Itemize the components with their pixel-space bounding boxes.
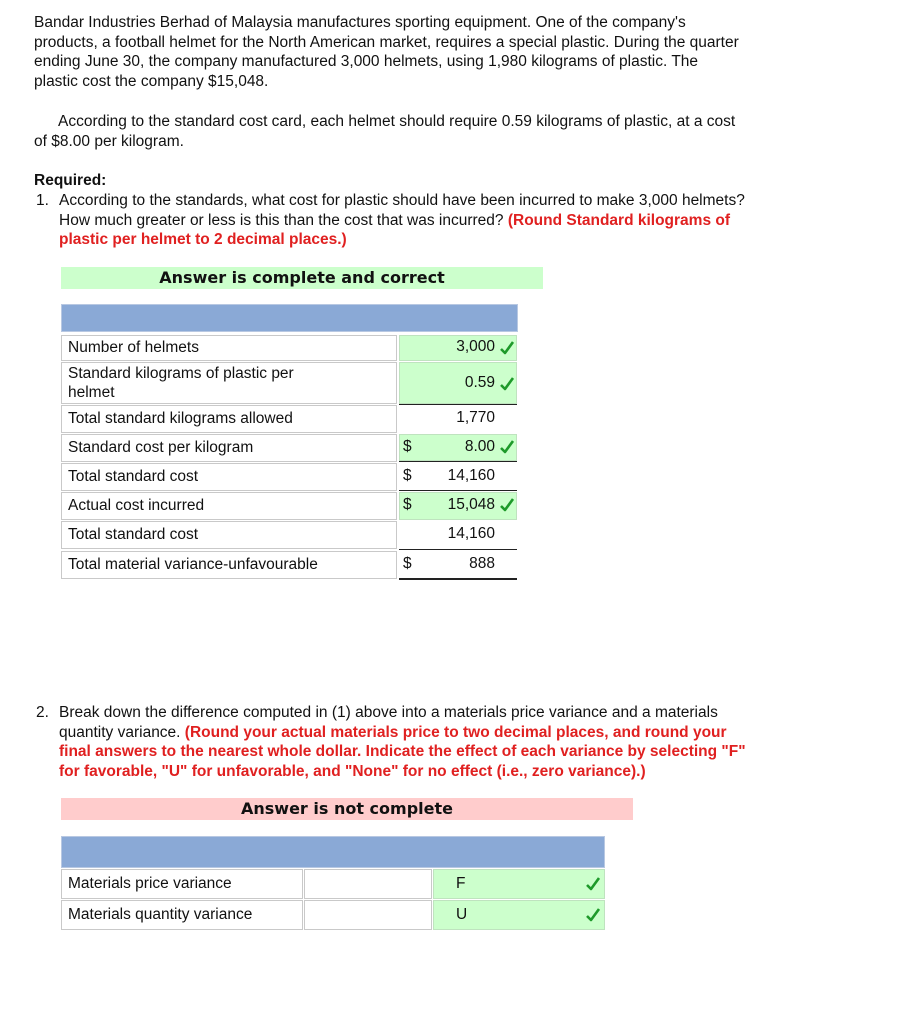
quantity-variance-effect-select[interactable]: U — [433, 900, 605, 930]
check-icon — [500, 377, 514, 391]
q1-number: 1. — [36, 192, 49, 209]
check-icon — [500, 498, 514, 512]
table2-row-label: Materials quantity variance — [61, 900, 303, 930]
dollar-sign: $ — [403, 555, 412, 572]
q2-instructions-cont: final answers to the nearest whole dollar. Indicate the effect of each variance by selecting "F" — [59, 743, 746, 760]
check-icon — [500, 440, 514, 454]
check-icon — [586, 877, 600, 891]
standard-line-2: of $8.00 per kilogram. — [34, 132, 184, 150]
standard-line-1: According to the standard cost card, each helmet should require 0.59 kilograms of plastic, at a cost — [58, 113, 736, 130]
table1-row-label: Total standard cost — [61, 463, 397, 491]
table2-row-label: Materials price variance — [61, 869, 303, 899]
q1-text — [59, 191, 899, 250]
intro-paragraph — [34, 13, 894, 91]
dollar-sign: $ — [403, 467, 412, 484]
check-icon — [586, 908, 600, 922]
table1-row-label-line2: helmet — [68, 384, 115, 401]
table1-row-label: Number of helmets — [61, 335, 397, 361]
table1-rule — [399, 549, 517, 550]
table1-row-label: Total material variance-unfavourable — [61, 551, 397, 579]
quantity-variance-amount-input[interactable] — [304, 900, 432, 930]
intro-line-1: Bandar Industries Berhad of Malaysia manufactures sporting equipment. One of the company's — [34, 14, 686, 31]
table1-row-label: Standard cost per kilogram — [61, 434, 397, 462]
q2-number: 2. — [36, 704, 49, 721]
q2-instructions-cont-2: for favorable, "U" for unfavorable, and "None" for no effect (i.e., zero variance).) — [59, 762, 646, 780]
q2-line-2 — [59, 723, 899, 743]
table1-rule — [399, 490, 517, 491]
q1-line-2-plain: How much greater or less is this than the cost that was incurred? — [59, 211, 508, 229]
answer-status-banner-2: Answer is not complete — [61, 798, 633, 820]
q1-line-2 — [59, 211, 899, 231]
q2-line-2-plain: quantity variance. — [59, 723, 185, 741]
table1-row-value: 14,160 — [447, 467, 495, 484]
answer-status-banner-1: Answer is complete and correct — [61, 267, 543, 289]
table1-row-label-line1: Standard kilograms of plastic per — [68, 365, 294, 382]
table2-header-bar — [61, 836, 605, 868]
table1-row-label: Total standard cost — [61, 521, 397, 549]
table1-row-value: 3,000 — [456, 338, 495, 355]
check-icon — [500, 341, 514, 355]
table1-row-value: 14,160 — [447, 525, 495, 542]
table1-row-value: 8.00 — [464, 438, 495, 455]
q1-rounding-note: (Round Standard kilograms of — [507, 211, 731, 229]
q2-line-1: Break down the difference computed in (1) above into a materials price variance and a materials — [59, 704, 718, 721]
standard-paragraph — [34, 112, 894, 151]
table1-row-value: 1,770 — [456, 409, 495, 426]
table1-row-label: Actual cost incurred — [61, 492, 397, 520]
table1-header-bar — [61, 304, 518, 332]
q1-rounding-note-cont: plastic per helmet to 2 decimal places.) — [59, 231, 347, 248]
price-variance-effect-select[interactable]: F — [433, 869, 605, 899]
price-variance-amount-input[interactable] — [304, 869, 432, 899]
q1-line-1: According to the standards, what cost for plastic should have been incurred to make 3,000 helmets? — [59, 192, 745, 209]
dollar-sign: $ — [403, 496, 412, 513]
required-heading: Required: — [34, 172, 107, 189]
table1-row-value: 888 — [469, 555, 495, 572]
table1-row-label: Total standard kilograms allowed — [61, 405, 397, 433]
intro-line-4: plastic cost the company $15,048. — [34, 72, 269, 90]
table1-row-value: 15,048 — [447, 496, 495, 513]
q2-instructions: (Round your actual materials price to two decimal places, and round your — [184, 723, 727, 741]
table1-rule — [399, 404, 517, 405]
table1-row-label — [61, 362, 397, 404]
q2-text — [59, 703, 899, 781]
table1-rule — [399, 461, 517, 462]
dollar-sign: $ — [403, 438, 412, 455]
intro-line-3: ending June 30, the company manufactured 3,000 helmets, using 1,980 kilograms of plastic. The — [34, 53, 699, 70]
table1-double-rule — [399, 578, 517, 580]
table1-row-value: 0.59 — [464, 374, 495, 391]
intro-line-2: products, a football helmet for the North American market, requires a special plastic. During the quarter — [34, 33, 739, 51]
